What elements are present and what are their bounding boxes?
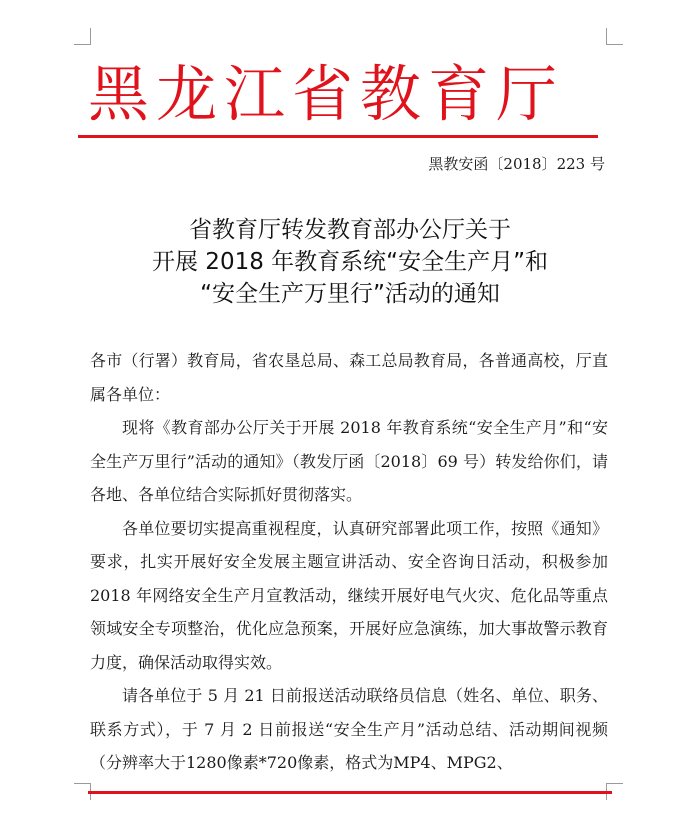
title-line-3: “安全生产万里行”活动的通知 [200, 281, 500, 307]
page-corner-mark-top-left [74, 28, 91, 45]
salutation: 各市（行署）教育局，省农垦总局、森工总局教育局，各普通高校，厅直属各单位： [90, 351, 608, 404]
title-line-2: 开展 2018 年教育系统“安全生产月”和 [152, 249, 548, 275]
document-title [90, 214, 610, 310]
masthead-org-name: 黑龙江省教育厅 [88, 59, 565, 130]
page-corner-mark-top-right [606, 28, 623, 45]
paragraph-3: 请各单位于 5 月 21 日前报送活动联络员信息（姓名、单位、职务、联系方式），于 7 月 2 日前报送“安全生产月”活动总结、活动期间视频（分辨率大于1280像素*720像素，格式为MP4、MPG2、 [90, 686, 608, 772]
document-body [90, 344, 608, 780]
footer-red-rule [88, 791, 612, 794]
masthead-red-rule [78, 135, 598, 138]
paragraph-1: 现将《教育部办公厅关于开展 2018 年教育系统“安全生产月”和“安全生产万里行”活动的通知》（教发厅函〔2018〕69 号）转发给你们，请各地、各单位结合实际抓好贯彻落实。 [90, 418, 608, 504]
title-line-1: 省教育厅转发教育部办公厅关于 [189, 217, 511, 243]
document-number: 黑教安函〔2018〕223 号 [428, 155, 605, 173]
paragraph-2: 各单位要切实提高重视程度，认真研究部署此项工作，按照《通知》要求，扎实开展好安全发展主题宣讲活动、安全咨询日活动，积极参加 2018 年网络安全生产月宣教活动，继续开展好电气火灾、危化品等重点领域安全专项整治，优化应急预案，开展好应急演练，加大事故警示教育力度，确保活动取得实效。 [90, 518, 608, 672]
